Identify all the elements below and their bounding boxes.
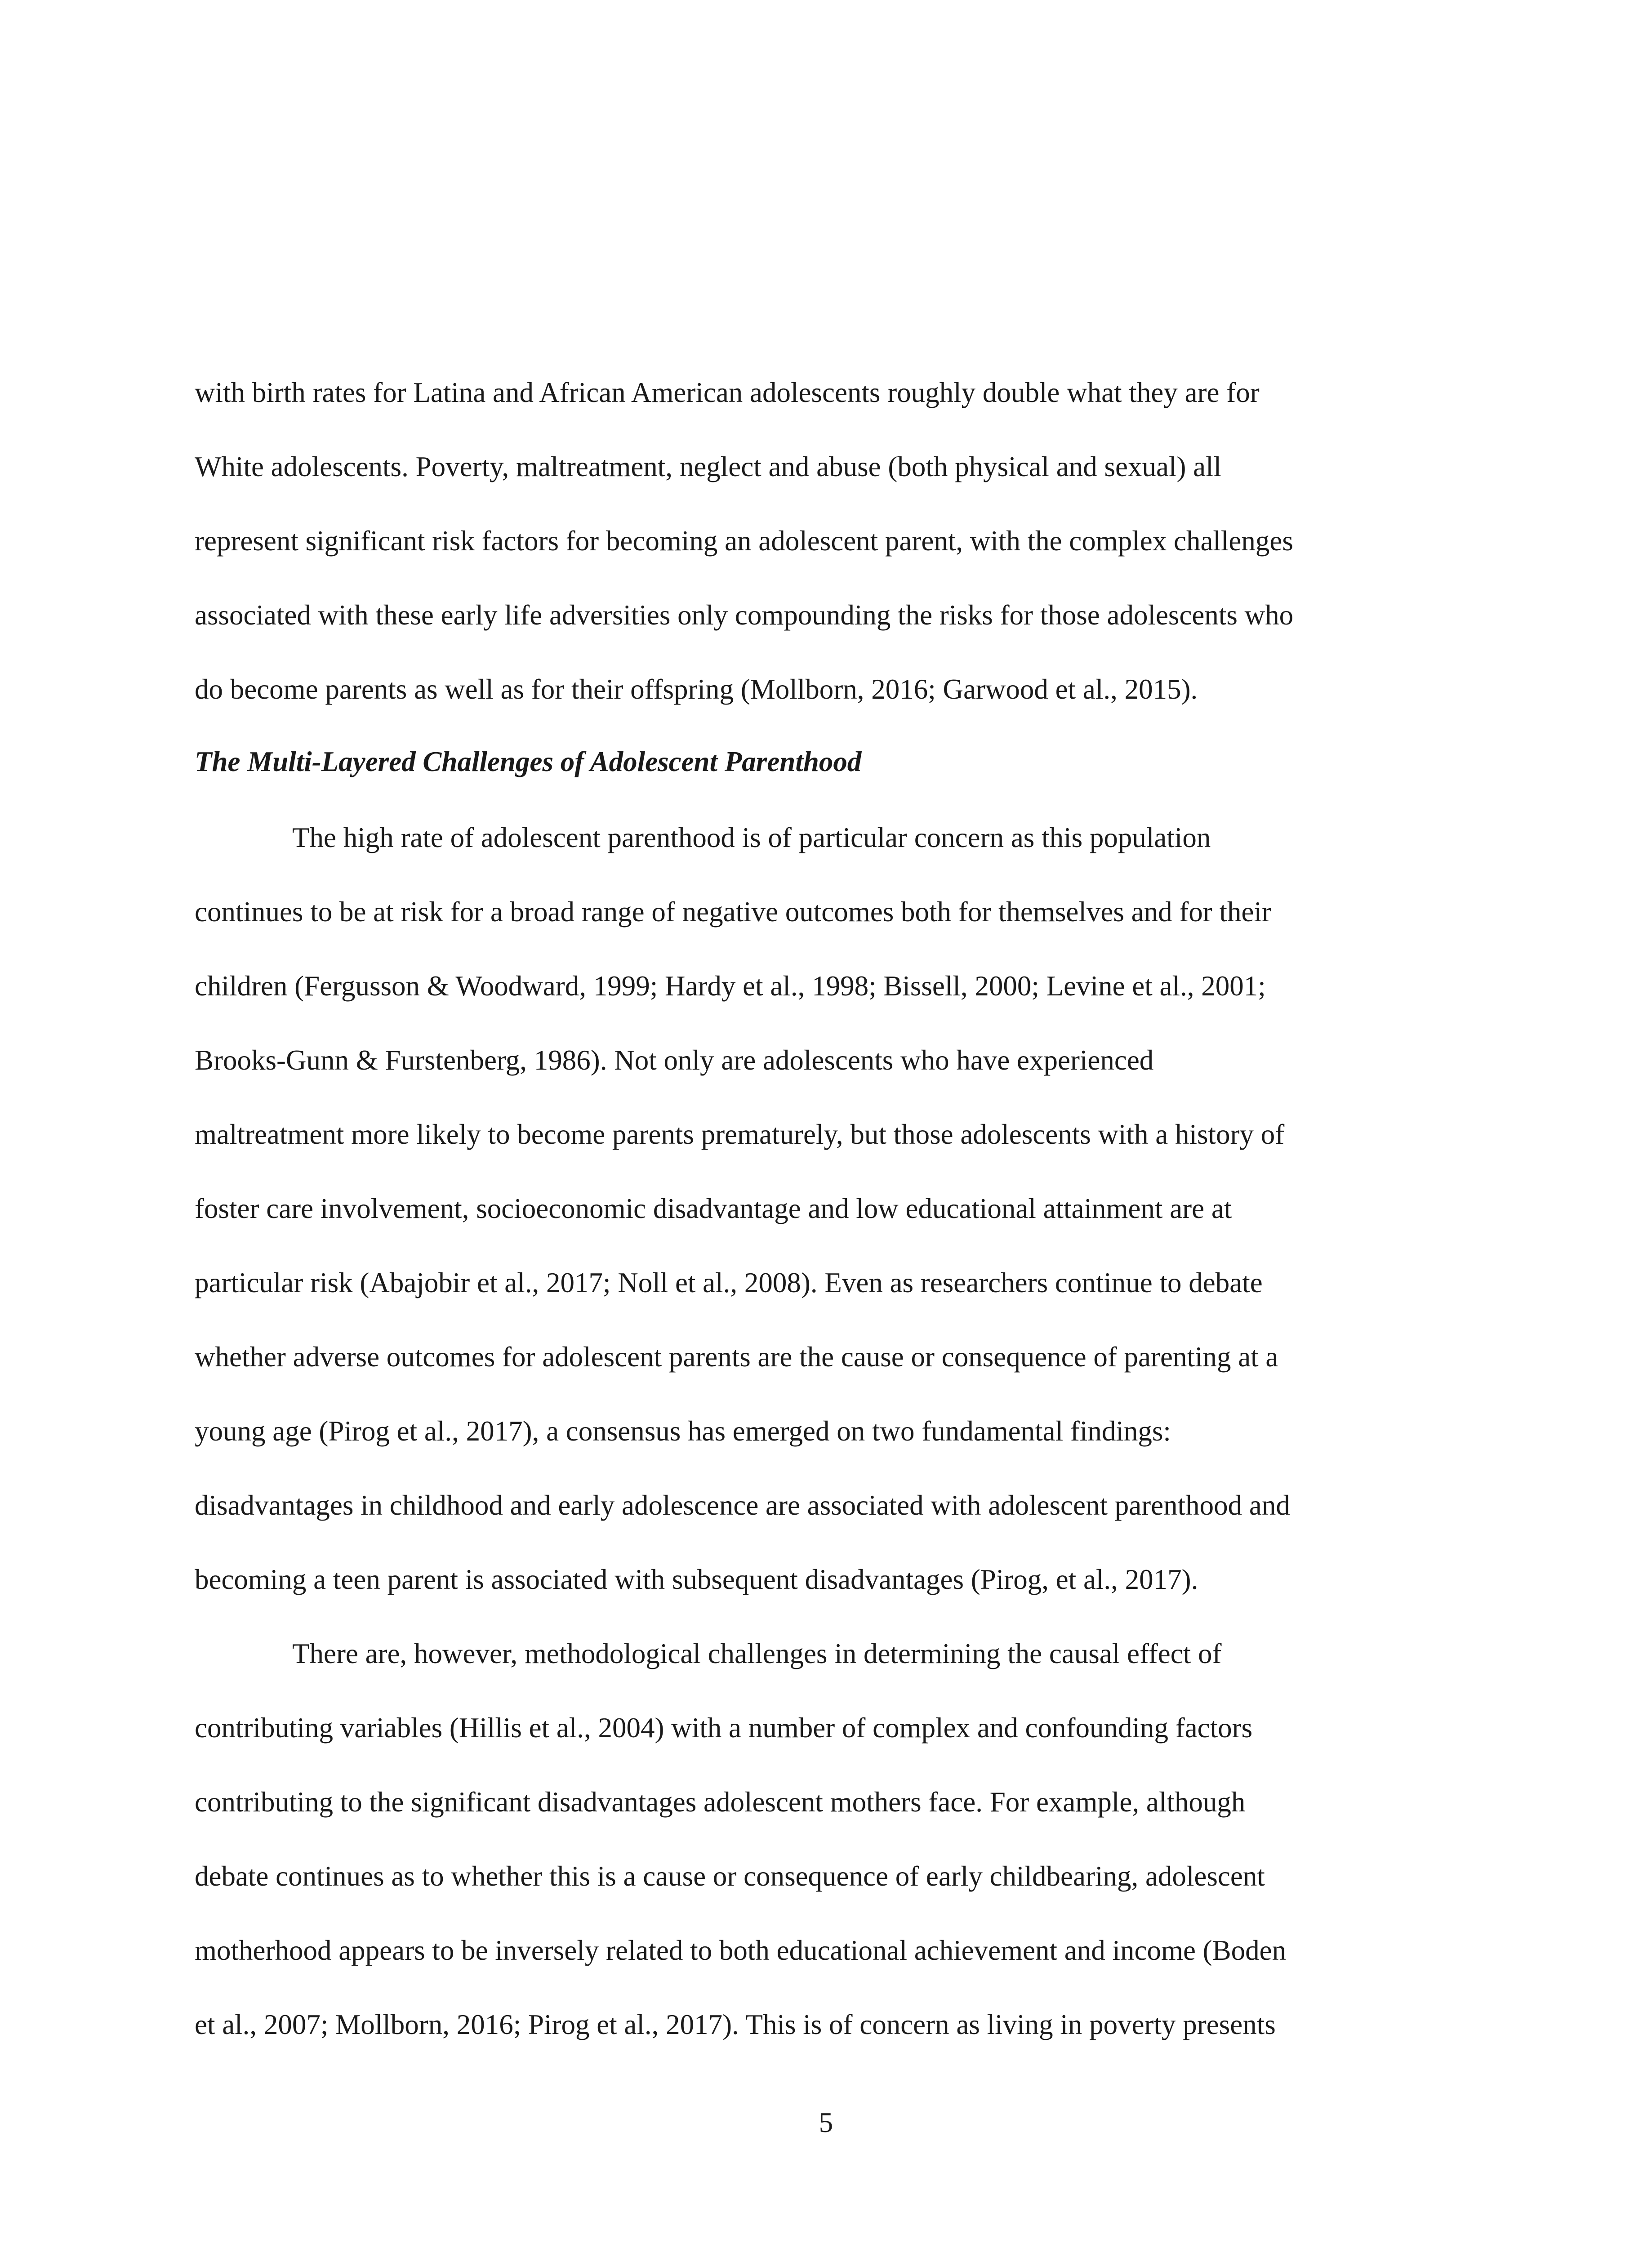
page-number: 5: [819, 2107, 833, 2138]
section-heading: The Multi-Layered Challenges of Adolescent Parenthood: [195, 746, 862, 777]
paragraph-3-line-6: et al., 2007; Mollborn, 2016; Pirog et al., 2017). This is of concern as living in poverty presents: [195, 2009, 1276, 2040]
paragraph-2-line-7: particular risk (Abajobir et al., 2017; Noll et al., 2008). Even as researchers continue to debate: [195, 1267, 1263, 1298]
paragraph-3-line-4: debate continues as to whether this is a cause or consequence of early childbearing, adolescent: [195, 1860, 1265, 1892]
paragraph-2-line-5: maltreatment more likely to become parents prematurely, but those adolescents with a history of: [195, 1119, 1285, 1150]
paragraph-1-line-3: represent significant risk factors for becoming an adolescent parent, with the complex challenges: [195, 525, 1293, 557]
paragraph-1-line-4: associated with these early life adversities only compounding the risks for those adolescents who: [195, 599, 1294, 631]
paragraph-2-line-4: Brooks-Gunn & Furstenberg, 1986). Not only are adolescents who have experienced: [195, 1044, 1154, 1076]
paragraph-3-line-1: There are, however, methodological challenges in determining the causal effect of: [292, 1638, 1222, 1669]
paragraph-1-line-1: with birth rates for Latina and African American adolescents roughly double what they are for: [195, 377, 1260, 408]
paragraph-2-line-10: disadvantages in childhood and early adolescence are associated with adolescent parenthood and: [195, 1490, 1290, 1521]
paragraph-2-line-6: foster care involvement, socioeconomic disadvantage and low educational attainment are at: [195, 1193, 1232, 1224]
paragraph-3-line-3: contributing to the significant disadvantages adolescent mothers face. For example, although: [195, 1786, 1246, 1818]
paragraph-2-line-1: The high rate of adolescent parenthood is of particular concern as this population: [292, 822, 1211, 853]
paragraph-2-line-3: children (Fergusson & Woodward, 1999; Hardy et al., 1998; Bissell, 2000; Levine et al., 2001;: [195, 970, 1266, 1002]
paragraph-3-line-5: motherhood appears to be inversely related to both educational achievement and income (Boden: [195, 1935, 1287, 1966]
paragraph-1-line-2: White adolescents. Poverty, maltreatment, neglect and abuse (both physical and sexual) all: [195, 451, 1222, 482]
paragraph-2-line-11: becoming a teen parent is associated with subsequent disadvantages (Pirog, et al., 2017).: [195, 1564, 1198, 1595]
paragraph-3-line-2: contributing variables (Hillis et al., 2004) with a number of complex and confounding factors: [195, 1712, 1253, 1744]
paragraph-2-line-2: continues to be at risk for a broad range of negative outcomes both for themselves and for their: [195, 896, 1271, 928]
paragraph-2-line-9: young age (Pirog et al., 2017), a consensus has emerged on two fundamental findings:: [195, 1415, 1171, 1447]
paragraph-1-line-5: do become parents as well as for their offspring (Mollborn, 2016; Garwood et al., 2015).: [195, 674, 1198, 705]
paragraph-2-line-8: whether adverse outcomes for adolescent parents are the cause or consequence of parenting at a: [195, 1341, 1278, 1373]
